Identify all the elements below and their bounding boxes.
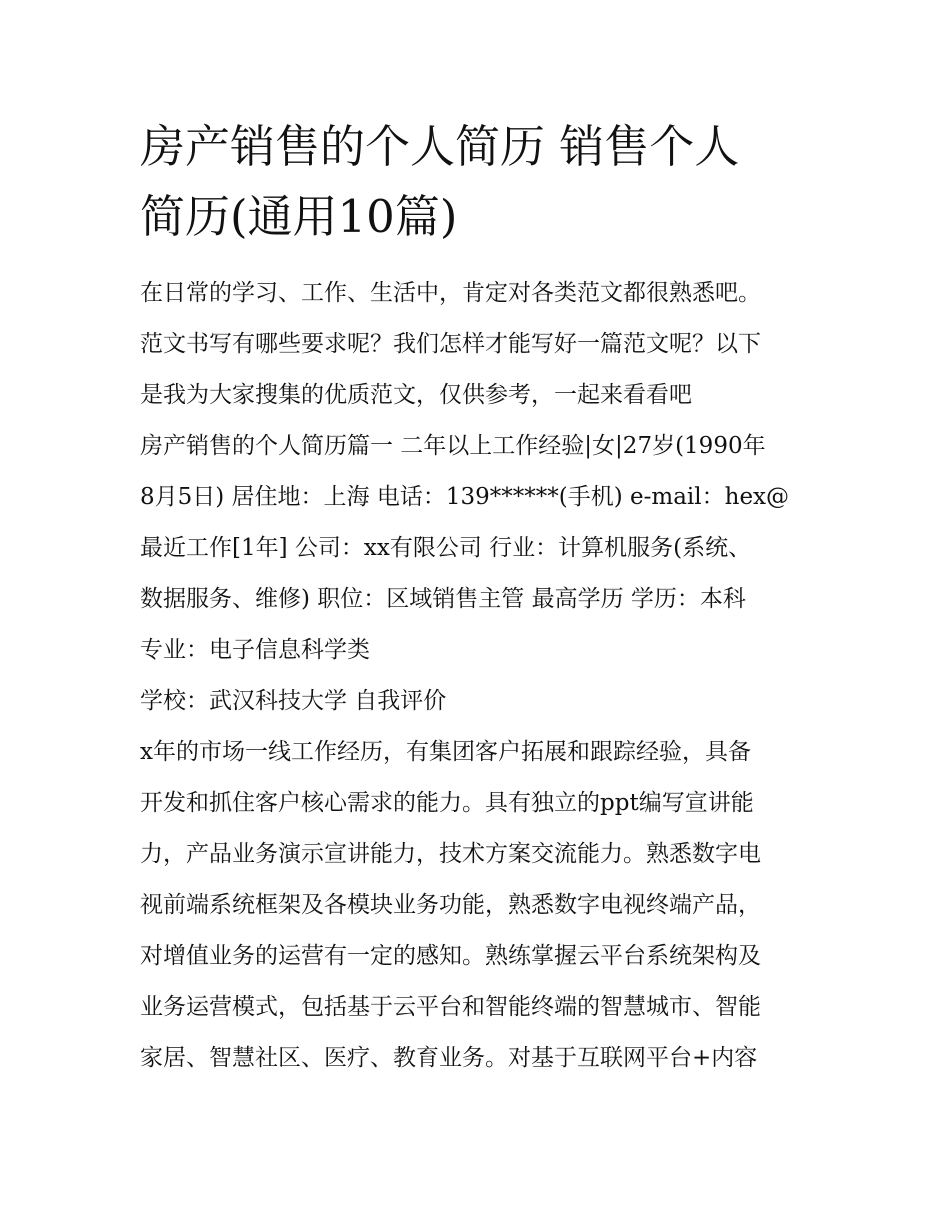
profile-line-2: 8月5日) 居住地：上海 电话：139******(手机) e-mail：hex@ <box>140 484 790 510</box>
profile-line-4: 数据服务、维修) 职位：区域销售主管 最高学历 学历：本科 <box>140 586 746 612</box>
profile-line-3: 最近工作[1年] 公司：xx有限公司 行业：计算机服务(系统、 <box>140 535 752 561</box>
document-title <box>140 112 820 252</box>
evaluation-line-5: 对增值业务的运营有一定的感知。熟练掌握云平台系统架构及 <box>140 943 761 969</box>
evaluation-line-1: x年的市场一线工作经历，有集团客户拓展和跟踪经验，具备 <box>140 739 751 765</box>
intro-line-2: 范文书写有哪些要求呢？我们怎样才能写好一篇范文呢？以下 <box>140 331 761 357</box>
intro-line-1: 在日常的学习、工作、生活中，肯定对各类范文都很熟悉吧。 <box>140 280 761 306</box>
profile-line-5: 专业：电子信息科学类 <box>140 637 370 663</box>
evaluation-line-4: 视前端系统框架及各模块业务功能，熟悉数字电视终端产品， <box>140 892 761 918</box>
evaluation-line-2: 开发和抓住客户核心需求的能力。具有独立的ppt编写宣讲能 <box>140 790 754 816</box>
profile-line-1: 房产销售的个人简历篇一 二年以上工作经验|女|27岁(1990年 <box>140 433 766 459</box>
evaluation-line-3: 力，产品业务演示宣讲能力，技术方案交流能力。熟悉数字电 <box>140 841 761 867</box>
intro-line-3: 是我为大家搜集的优质范文，仅供参考，一起来看看吧 <box>140 382 692 408</box>
evaluation-line-7: 家居、智慧社区、医疗、教育业务。对基于互联网平台+内容 <box>140 1045 758 1071</box>
title-line-1: 房产销售的个人简历 销售个人 <box>140 120 740 173</box>
document-body <box>140 268 820 1084</box>
evaluation-line-6: 业务运营模式，包括基于云平台和智能终端的智慧城市、智能 <box>140 994 761 1020</box>
document-content <box>140 112 820 1084</box>
title-line-2: 简历(通用10篇) <box>140 190 458 243</box>
profile-line-6: 学校：武汉科技大学 自我评价 <box>140 688 447 714</box>
